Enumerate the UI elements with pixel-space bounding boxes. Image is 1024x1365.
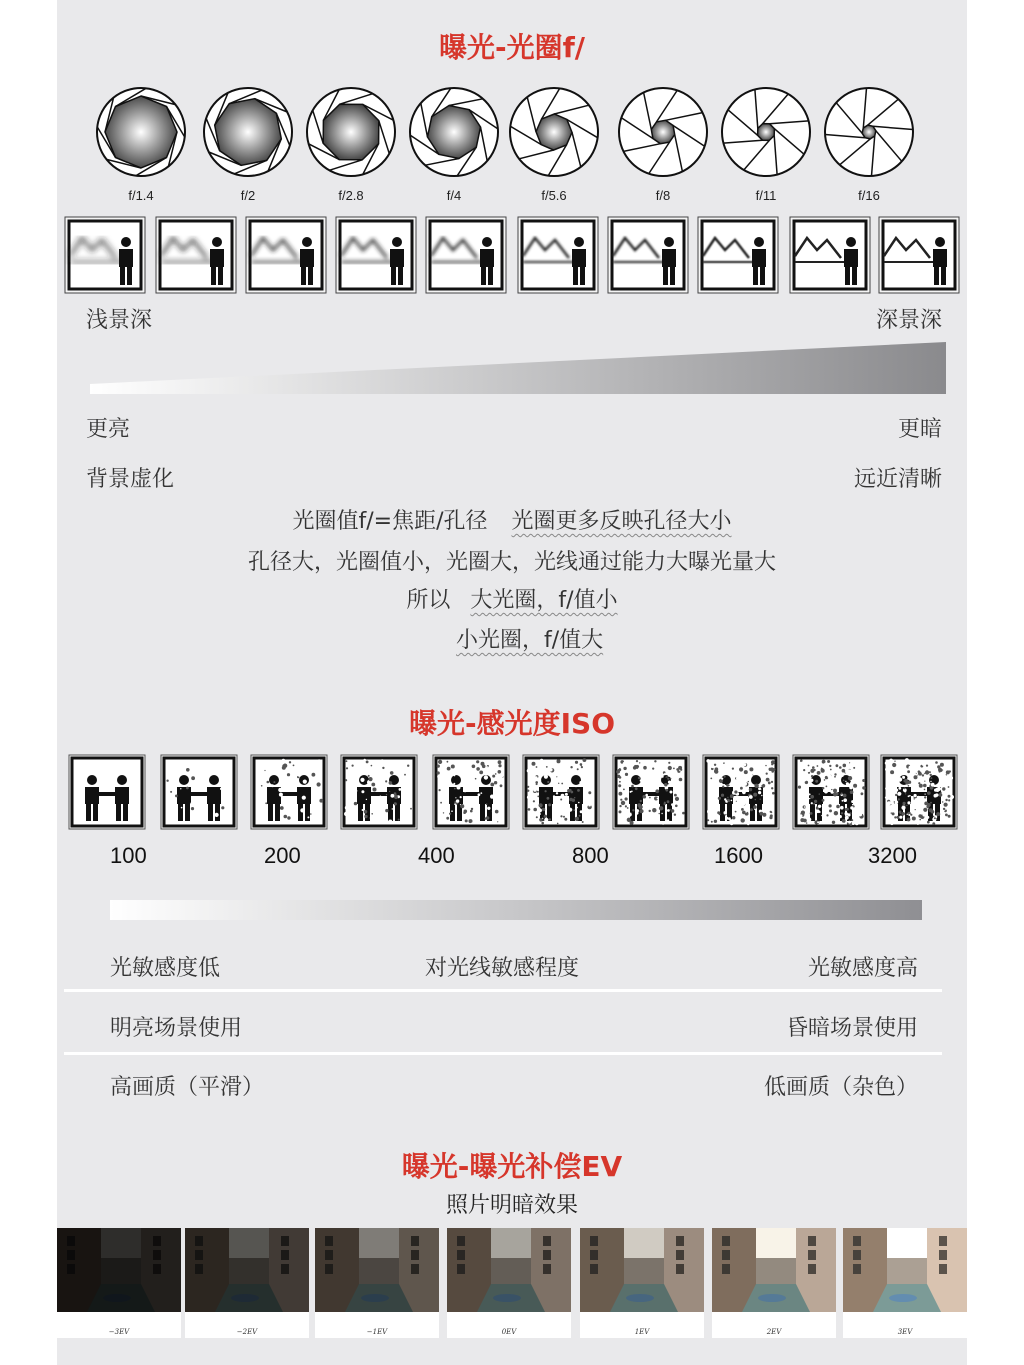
low-sensitivity-label: 光敏感度低 (110, 956, 221, 981)
ev-value-label: 3EV (897, 1328, 913, 1336)
depth-of-field-icon (335, 216, 417, 294)
iso-noise-icon (68, 754, 146, 830)
iso-value-label: 1600 (714, 843, 763, 868)
f-stop-label: f/2 (240, 188, 256, 203)
aperture-diagram (720, 86, 812, 178)
aperture-diagram (95, 86, 187, 178)
sharp-throughout-label: 远近清晰 (853, 467, 942, 492)
ev-sample-photo (315, 1228, 439, 1338)
ev-value-label: 2EV (766, 1328, 782, 1336)
ev-value-label: −2EV (236, 1328, 258, 1336)
aperture-diagram (408, 86, 500, 178)
ev-sample-photo (447, 1228, 571, 1338)
f-stop-label: f/1.4 (128, 188, 154, 203)
large-aperture-note: 大光圈，f/值小 (470, 588, 618, 613)
iso-noise-icon (522, 754, 600, 830)
ev-value-label: 0EV (501, 1328, 517, 1336)
iso-noise-icon (792, 754, 870, 830)
low-quality-label: 低画质（杂色） (763, 1075, 918, 1100)
ev-value-label: −3EV (108, 1328, 130, 1336)
f-stop-label: f/8 (655, 188, 671, 203)
aperture-title: 曝光-光圈f/ (438, 31, 586, 64)
f-stop-label: f/11 (755, 188, 777, 203)
depth-of-field-icon (155, 216, 237, 294)
iso-value-label: 3200 (868, 843, 917, 868)
background-blur-label: 背景虚化 (86, 467, 175, 492)
ev-sample-photo (185, 1228, 309, 1338)
depth-of-field-icon (789, 216, 871, 294)
iso-value-label: 100 (110, 843, 147, 868)
f-stop-label: f/16 (858, 188, 880, 203)
ev-title: 曝光-曝光补偿EV (401, 1150, 623, 1183)
aperture-explanation: 孔径大，光圈值小，光圈大，光线通过能力大曝光量大 (247, 550, 776, 575)
divider (64, 989, 942, 992)
deep-dof-label: 深景深 (875, 308, 942, 333)
darker-label: 更暗 (897, 417, 942, 442)
small-aperture-note: 小光圈，f/值大 (456, 628, 604, 653)
iso-noise-icon (340, 754, 418, 830)
iso-gradient-bar (108, 898, 924, 922)
ev-subtitle: 照片明暗效果 (445, 1193, 578, 1218)
divider (64, 1052, 942, 1055)
f-stop-label: f/5.6 (541, 188, 567, 203)
ev-sample-photo (57, 1228, 181, 1338)
aperture-formula-line (0, 504, 1024, 535)
aperture-diagram (617, 86, 709, 178)
depth-of-field-icon (607, 216, 689, 294)
iso-noise-icon (432, 754, 510, 830)
f-stop-label: f/2.8 (338, 188, 364, 203)
iso-noise-icon (250, 754, 328, 830)
light-sensitivity-label: 对光线敏感程度 (425, 956, 580, 981)
brighter-label: 更亮 (86, 417, 131, 442)
iso-noise-icon (160, 754, 238, 830)
aperture-conclusion-line (0, 583, 1024, 614)
depth-of-field-icon (697, 216, 779, 294)
iso-value-label: 400 (418, 843, 455, 868)
depth-of-field-icon (425, 216, 507, 294)
iso-noise-icon (612, 754, 690, 830)
iso-value-label: 200 (264, 843, 301, 868)
aperture-diagram (508, 86, 600, 178)
aperture-diagram (305, 86, 397, 178)
iso-value-label: 800 (572, 843, 609, 868)
ev-sample-photo (843, 1228, 967, 1338)
ev-value-label: 1EV (634, 1328, 650, 1336)
iso-noise-icon (880, 754, 958, 830)
ev-sample-photo (580, 1228, 704, 1338)
aperture-diagram (823, 86, 915, 178)
depth-of-field-icon (878, 216, 960, 294)
depth-of-field-icon (64, 216, 146, 294)
high-sensitivity-label: 光敏感度高 (807, 956, 918, 981)
depth-of-field-icon (245, 216, 327, 294)
shallow-dof-label: 浅景深 (86, 308, 153, 333)
aperture-formula: 光圈值f/=焦距/孔径 (292, 509, 488, 534)
bright-scene-label: 明亮场景使用 (110, 1016, 243, 1041)
therefore-label: 所以 (406, 588, 451, 613)
dark-scene-label: 昏暗场景使用 (785, 1016, 918, 1041)
aperture-reflects-size: 光圈更多反映孔径大小 (511, 509, 732, 534)
iso-noise-icon (702, 754, 780, 830)
ev-sample-photo (712, 1228, 836, 1338)
depth-of-field-icon (517, 216, 599, 294)
iso-title: 曝光-感光度ISO (408, 707, 615, 740)
high-quality-label: 高画质（平滑） (110, 1075, 265, 1100)
aperture-gradient-wedge (88, 340, 948, 396)
ev-value-label: −1EV (366, 1328, 388, 1336)
aperture-diagram (202, 86, 294, 178)
f-stop-label: f/4 (446, 188, 462, 203)
